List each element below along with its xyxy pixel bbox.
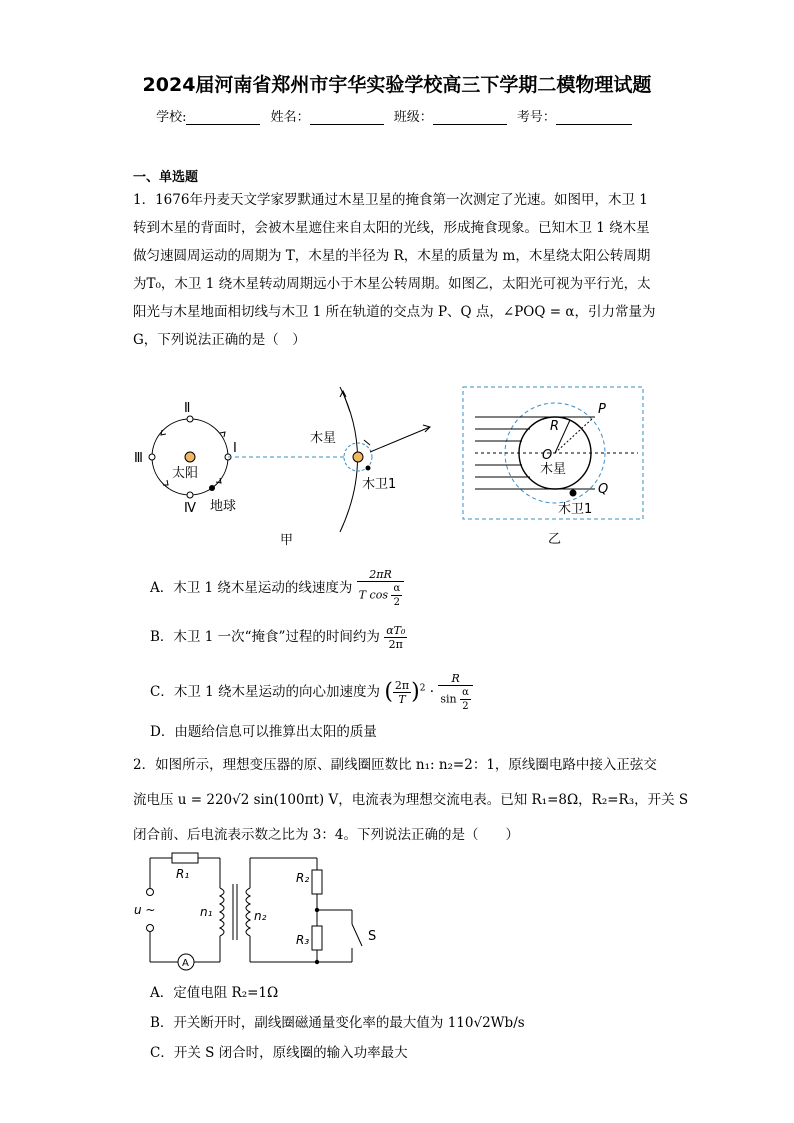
school-label: 学校:	[156, 110, 187, 125]
q1-line-6: G，下列说法正确的是（ ）	[133, 332, 306, 348]
q1-option-c[interactable]: C．木卫 1 绕木星运动的向心加速度为 ( $\frac{2\pi}{T}$ )$^2$ · R sin $\frac{\alpha}{2}$	[150, 672, 473, 713]
figure-jia	[130, 382, 460, 552]
figure-yi	[460, 385, 660, 550]
sun-dot	[185, 452, 195, 462]
sun-label: 太阳	[172, 466, 199, 481]
class-label: 班级：	[393, 110, 433, 125]
caption-yi: 乙	[548, 532, 562, 547]
moon-label-2: 木卫1	[558, 502, 593, 517]
r3-resistor	[312, 926, 322, 950]
q1-line-4: 为T₀，木卫 1 绕木星转动周期远小于木星公转周期。如图乙，太阳光可视为平行光，太	[133, 276, 651, 292]
q1-line-3: 做匀速圆周运动的周期为 T，木星的半径为 R，木星的质量为 m，木星绕太阳公转周期	[133, 248, 651, 264]
roman-2: Ⅱ	[184, 401, 191, 416]
earth-label: 地球	[210, 499, 237, 514]
q2-line-1: 2．如图所示，理想变压器的原、副线圈匝数比 n₁: n₂=2：1，原线圈电路中接入正弦交	[133, 757, 657, 773]
q1-option-d[interactable]: D．由题给信息可以推算出太阳的质量	[150, 724, 377, 740]
svg-text:n₂: n₂	[254, 909, 267, 923]
svg-text:R₃: R₃	[296, 933, 310, 947]
svg-text:R₁: R₁	[176, 867, 190, 881]
q2-line-3: 闭合前、后电流表示数之比为 3：4。下列说法正确的是（ ）	[133, 827, 519, 843]
earth-pos-2	[187, 416, 193, 422]
school-blank[interactable]	[186, 124, 260, 125]
roman-4: Ⅳ	[184, 501, 196, 516]
q1-line-2: 转到木星的背面时，会被木星遮住来自太阳的光线，形成掩食现象。已知木卫 1 绕木星	[133, 220, 650, 236]
jupiter-label: 木星	[310, 431, 337, 446]
moon-label: 木卫1	[362, 477, 397, 492]
svg-text:R₂: R₂	[296, 871, 310, 885]
earth-pos-4	[187, 492, 193, 498]
svg-text:A: A	[182, 958, 189, 969]
earth-pos-3	[149, 454, 155, 460]
label-Q: Q	[598, 482, 609, 497]
svg-text:S: S	[368, 929, 377, 944]
label-O: O	[542, 448, 553, 463]
moon-dot-2	[570, 490, 577, 497]
name-label: 姓名：	[270, 110, 310, 125]
switch-s	[352, 924, 362, 946]
q1-option-b[interactable]: B．木卫 1 一次“掩食”过程的时间约为 $\frac{\text{αT₀}}{2\pi}$	[150, 624, 406, 651]
circuit-diagram	[130, 850, 390, 980]
q1-line-5: 阳光与木星地面相切线与木卫 1 所在轨道的交点为 P、Q 点，∠POQ = α，引力常量为	[133, 304, 656, 320]
section-heading: 一、单选题	[133, 170, 199, 185]
q2-option-a[interactable]: A．定值电阻 R₂=1Ω	[150, 985, 279, 1001]
svg-text:n₁: n₁	[200, 905, 213, 919]
id-blank[interactable]	[556, 124, 632, 125]
r2-resistor	[312, 870, 322, 894]
student-info-line	[0, 106, 794, 125]
moon-dot	[366, 466, 371, 471]
q1-option-a[interactable]: A．木卫 1 绕木星运动的线速度为 2πR T cos $\frac{\alpha}{2}$	[150, 568, 404, 609]
q2-line-2: 流电压 u = 220√2 sin(100πt) V，电流表为理想交流电表。已知 R₁=8Ω，R₂=R₃，开关 S	[133, 792, 689, 808]
class-blank[interactable]	[433, 124, 507, 125]
earth-dot	[209, 485, 215, 491]
page-title: 2024届河南省郑州市宇华实验学校高三下学期二模物理试题	[142, 74, 652, 96]
q2-option-c[interactable]: C．开关 S 闭合时，原线圈的输入功率最大	[150, 1045, 408, 1061]
id-label: 考号：	[516, 110, 556, 125]
q2-option-b[interactable]: B．开关断开时，副线圈磁通量变化率的最大值为 110√2Wb/s	[150, 1015, 525, 1031]
jupiter-dot	[353, 452, 363, 462]
jupiter-label-2: 木星	[540, 462, 567, 477]
roman-3: Ⅲ	[134, 451, 143, 466]
q1-line-1: 1．1676年丹麦天文学家罗默通过木星卫星的掩食第一次测定了光速。如图甲，木卫 1	[133, 192, 648, 208]
roman-1: Ⅰ	[233, 441, 237, 456]
r1-resistor	[172, 853, 198, 863]
name-blank[interactable]	[310, 124, 384, 125]
caption-jia: 甲	[280, 533, 294, 548]
label-P: P	[598, 402, 606, 417]
svg-text:u ~: u ~	[134, 903, 156, 917]
label-R: R	[550, 419, 560, 434]
